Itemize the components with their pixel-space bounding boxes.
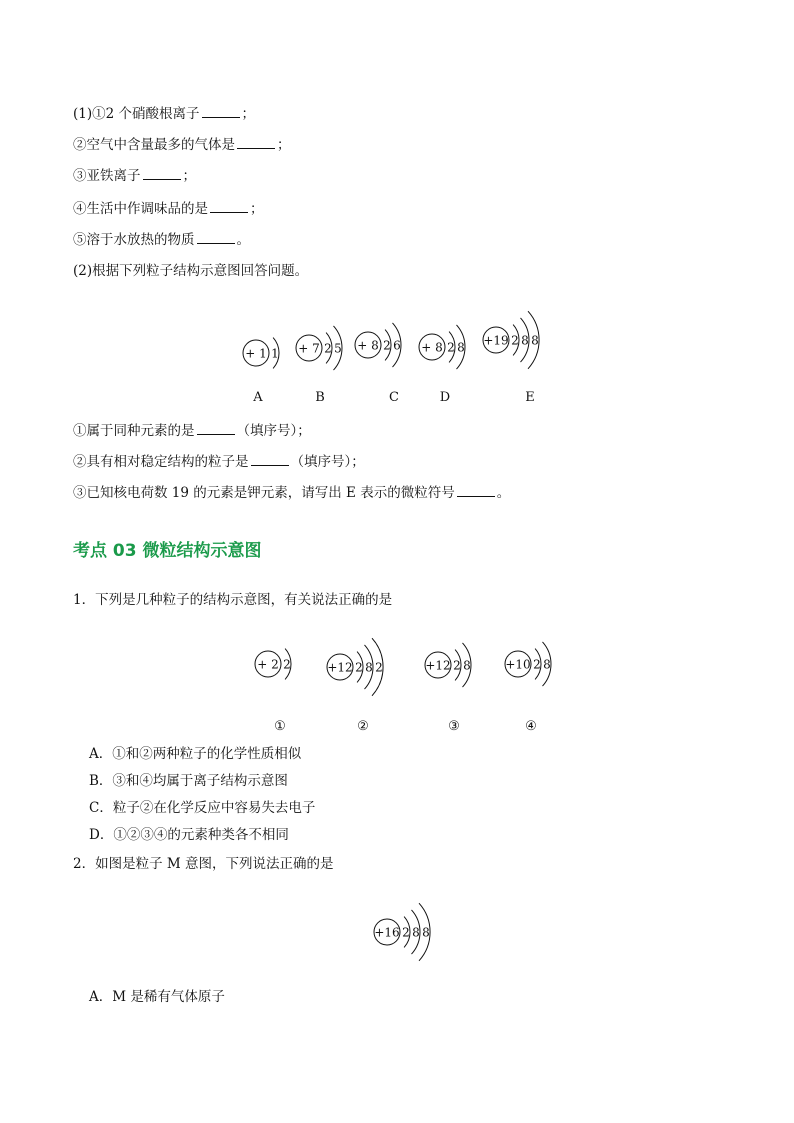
answer-blank[interactable]: [457, 483, 495, 497]
part1-q2-text: ②空气中含量最多的气体是: [73, 137, 235, 153]
diagram-label: ④: [525, 719, 537, 734]
particle-diagram-C: [355, 323, 401, 405]
question2-stem: 2．如图是粒子 M 意图，下列说法正确的是: [73, 856, 334, 872]
particle-diagram-D: [419, 325, 465, 405]
question1-stem: 1．下列是几种粒子的结构示意图，有关说法正确的是: [73, 592, 393, 608]
diagram-label: E: [525, 390, 535, 405]
nucleus-charge: +10: [505, 657, 531, 672]
shell-electron-count: 8: [463, 658, 471, 673]
shell-electron-count: 2: [447, 340, 455, 355]
part2-q3: [73, 483, 510, 502]
shell-electron-count: 6: [393, 338, 401, 353]
shell-electron-count: 2: [511, 333, 519, 348]
question2-option-a[interactable]: A．M 是稀有气体原子: [89, 989, 225, 1005]
nucleus-charge: + 8: [421, 340, 443, 355]
nucleus-charge: +12: [425, 658, 451, 673]
question1-diagram-2: [327, 638, 383, 734]
separator: ；: [241, 106, 256, 122]
shell-electron-count: 2: [453, 658, 461, 673]
diagram-label: B: [315, 390, 325, 405]
question1-option-b[interactable]: B．③和④均属于离子结构示意图: [89, 773, 288, 789]
separator: ；: [250, 201, 264, 217]
answer-blank[interactable]: [197, 421, 235, 435]
nucleus-charge: + 2: [257, 657, 279, 672]
part1-q5-text: ⑤溶于水放热的物质: [73, 232, 195, 248]
part1-q4-text: ④生活中作调味品的是: [73, 201, 208, 217]
question2-diagram-m: [374, 903, 430, 961]
shell-electron-count: 2: [355, 660, 363, 675]
shell-electron-count: 8: [412, 925, 420, 940]
section-title: 考点 03 微粒结构示意图: [73, 541, 262, 561]
part2-q2-hint: （填序号）；: [290, 454, 365, 470]
nucleus-charge: + 1: [245, 346, 267, 361]
question1-option-d[interactable]: D．①②③④的元素种类各不相同: [89, 827, 289, 843]
diagram-label: ①: [274, 719, 286, 734]
shell-electron-count: 1: [271, 346, 279, 361]
diagram-label: ③: [448, 719, 460, 734]
nucleus-charge: + 7: [298, 341, 320, 356]
part2-q1-text: ①属于同种元素的是: [73, 423, 195, 439]
shell-electron-count: 2: [533, 657, 541, 672]
shell-electron-count: 8: [422, 925, 430, 940]
shell-electron-count: 2: [324, 341, 332, 356]
part2-q3-text: ③已知核电荷数 19 的元素是钾元素，请写出 E 表示的微粒符号: [73, 485, 455, 501]
part2-intro: (2)根据下列粒子结构示意图回答问题。: [73, 263, 309, 279]
part2-q2-text: ②具有相对稳定结构的粒子是: [73, 454, 249, 470]
question1-option-c[interactable]: C．粒子②在化学反应中容易失去电子: [89, 800, 316, 816]
particle-diagram-A: [243, 338, 279, 405]
shell-electron-count: 8: [531, 333, 539, 348]
shell-electron-count: 2: [402, 925, 410, 940]
question1-option-a[interactable]: A．①和②两种粒子的化学性质相似: [89, 746, 302, 762]
particle-diagram-B: [296, 326, 342, 405]
nucleus-charge: +19: [483, 333, 509, 348]
part2-q1: [73, 421, 311, 440]
nucleus-charge: +12: [327, 660, 353, 675]
question1-diagram-4: [505, 642, 551, 734]
shell-electron-count: 8: [543, 657, 551, 672]
nucleus-charge: +16: [374, 925, 400, 940]
shell-electron-count: 8: [521, 333, 529, 348]
shell-electron-count: 2: [383, 338, 391, 353]
question1-diagram-3: [425, 643, 471, 734]
period: 。: [236, 232, 250, 248]
shell-electron-count: 8: [457, 340, 465, 355]
period: 。: [496, 485, 511, 501]
part2-q2: [73, 452, 365, 471]
question1-diagram-1: [255, 649, 291, 734]
shell-electron-count: 5: [334, 341, 342, 356]
part2-q1-hint: （填序号）；: [236, 423, 311, 439]
part1-q1-text: (1)①2 个硝酸根离子: [73, 106, 200, 122]
diagram-label: A: [253, 390, 263, 405]
diagram-label: D: [439, 390, 451, 405]
diagram-label: ②: [357, 719, 369, 734]
part1-q3-text: ③亚铁离子: [73, 168, 141, 184]
answer-blank[interactable]: [251, 452, 289, 466]
separator: ；: [182, 168, 196, 184]
shell-electron-count: 2: [375, 660, 383, 675]
nucleus-charge: + 8: [357, 338, 379, 353]
particle-diagram-E: [483, 311, 539, 405]
shell-electron-count: 2: [283, 657, 291, 672]
separator: ；: [277, 137, 291, 153]
diagram-label: C: [389, 390, 399, 405]
shell-electron-count: 8: [365, 660, 373, 675]
